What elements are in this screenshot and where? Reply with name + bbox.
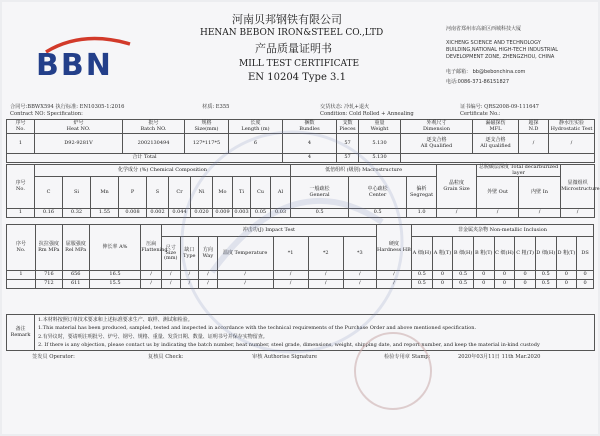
- chem-head: Mn: [91, 177, 119, 209]
- cell: /: [477, 209, 519, 218]
- cell: 0.03: [271, 209, 291, 218]
- cell: 0.002: [147, 209, 169, 218]
- auditor-label: 审核 Authorise Signature: [252, 354, 318, 360]
- decarb-head: 内壁 In: [519, 177, 561, 209]
- impact-head: *1: [273, 237, 308, 271]
- cell: /: [519, 134, 549, 154]
- hdr-dimension: 外观尺寸 Dimension: [401, 120, 473, 134]
- cell: /: [273, 271, 308, 280]
- cell: [7, 280, 36, 289]
- cell: 0.003: [233, 209, 251, 218]
- company-name-en: HENAN BEBON IRON&STEEL CO.,LTD: [200, 28, 384, 38]
- cell: 0.5: [411, 271, 432, 280]
- cell: /: [437, 209, 477, 218]
- cell: 0: [432, 271, 453, 280]
- hdr-batch: 批号 Batch NO.: [123, 120, 185, 134]
- contact-email: 电子邮箱： bb@bebonchina.com: [446, 69, 526, 75]
- cell: /: [549, 134, 595, 154]
- cert-title-cn: 产品质量证明书: [255, 42, 332, 55]
- delivery-info: 交货状态: 冷轧+退火: [320, 104, 370, 110]
- address-en-3: DEVELOPMENT ZONE, ZHENGZHOU, CHINA: [446, 54, 555, 60]
- micro-header: 显微组织 Microstructure: [561, 165, 595, 209]
- remark-line-3: 2.有异议时，要请明注明批号、炉号、钢号、规格、重量、发货日期、数量、证明书号并保存实物留查。: [38, 333, 268, 340]
- cell: 0: [556, 271, 577, 280]
- cell: 1: [7, 271, 36, 280]
- cell: 57: [337, 134, 359, 154]
- cell: /: [199, 271, 218, 280]
- cell: 0: [494, 280, 515, 289]
- hdr-weight: 重量 Weight: [359, 120, 401, 134]
- cell: /: [376, 280, 411, 289]
- cell: 5.130: [359, 134, 401, 154]
- cell: 0.009: [213, 209, 233, 218]
- chem-head: S: [147, 177, 169, 209]
- contact-phone: 电话:0086-371-86151827: [446, 79, 510, 85]
- cell: 0.05: [251, 209, 271, 218]
- grain-header: 晶粒度 Grain Size: [437, 165, 477, 209]
- cell: 712: [35, 280, 62, 289]
- chem-head: Mo: [213, 177, 233, 209]
- cell: 0.32: [63, 209, 91, 218]
- remark-line-1: 1.本材料按照订单技术要求和上述标准要求生产、取样、测试和检验。: [38, 316, 193, 323]
- inclusion-title: 非金属夹杂物 Non-metallic Inclusion: [411, 225, 593, 237]
- cell: /: [376, 271, 411, 280]
- cell: 1: [7, 209, 35, 218]
- cell: 1: [7, 134, 35, 154]
- macro-head: 一般疏松 General: [291, 177, 349, 209]
- cell: 4: [283, 134, 337, 154]
- cell: /: [217, 280, 273, 289]
- cert-no: 证书编号: QRS2008-09-111647: [460, 104, 539, 110]
- mech-no-header: 序号 No.: [7, 225, 36, 271]
- cell: 57: [337, 154, 359, 163]
- cell: 0.16: [35, 209, 63, 218]
- impact-head: 尺寸 Size (mm): [161, 237, 180, 271]
- cert-title-en: MILL TEST CERTIFICATE: [239, 59, 360, 69]
- incl-head: C 粗(T): [515, 237, 536, 271]
- cell: /: [561, 209, 595, 218]
- impact-head: *2: [308, 237, 343, 271]
- flatten-header: 压扁 Flattening: [141, 225, 162, 271]
- cell: 5.130: [359, 154, 401, 163]
- cell: 0.020: [191, 209, 213, 218]
- certificate-paper: [2, 2, 598, 434]
- watermark-logo-icon: [172, 122, 412, 362]
- chem-head: Cu: [251, 177, 271, 209]
- hardness-header: 硬度 Hardness HB: [376, 225, 411, 271]
- cell: /: [519, 209, 561, 218]
- remark-line-4: 2. If there is any objection, please contact us by indicating the batch number, heat number, steel grade, dimensions, weight, shipping date, and report number, and keep the material in-kind custody: [38, 342, 540, 348]
- cell: 0.5: [349, 209, 407, 218]
- hdr-length: 长度 Length (m): [229, 120, 283, 134]
- cell: 16.5: [89, 271, 141, 280]
- cell: 0: [494, 271, 515, 280]
- hdr-pieces: 支数 Pieces: [337, 120, 359, 134]
- hdr-heat: 炉号 Heat NO.: [35, 120, 123, 134]
- cell: 0: [556, 280, 577, 289]
- cell: /: [199, 280, 218, 289]
- cell: 0.5: [291, 209, 349, 218]
- cell: 0: [515, 271, 536, 280]
- issuer-label: 签发员 Operator:: [32, 354, 75, 360]
- cert-standard: EN 10204 Type 3.1: [248, 72, 346, 83]
- cell: 0: [473, 271, 494, 280]
- yield-header: 屈服强度 Rel MPa: [62, 225, 89, 271]
- impact-head: 方向 Way: [199, 237, 218, 271]
- incl-head: A 细(H): [411, 237, 432, 271]
- macro-head: 偏析 Segregat: [407, 177, 437, 209]
- incl-head: A 粗(T): [432, 237, 453, 271]
- cell: /: [308, 280, 343, 289]
- incl-head: B 粗(T): [473, 237, 494, 271]
- cell: 0.044: [169, 209, 191, 218]
- cell: 2002130494: [123, 134, 185, 154]
- address-cn: 河南省郑州市高新区西城科技大厦: [446, 26, 522, 32]
- hdr-nd: 超探 N.D: [519, 120, 549, 134]
- cell: /: [308, 271, 343, 280]
- delivery-info-en: Condition: Cold Rolled + Annealing: [320, 111, 414, 117]
- cell: 0.5: [453, 280, 474, 289]
- decarb-title: 总脱碳层深度 Total decarburized layer: [477, 165, 561, 177]
- cell: 4: [283, 154, 337, 163]
- address-en-1: XICHENG SCIENCE AND TECHNOLOGY: [446, 40, 541, 46]
- hdr-bundles: 捆数 Bundles: [283, 120, 337, 134]
- decarb-head: 外壁 Out: [477, 177, 519, 209]
- impact-title: 冲击功(J) Impact Test: [161, 225, 376, 237]
- chem-no-header: 序号 No.: [7, 165, 35, 209]
- macro-title: 低倍组织 (级别) Macrostructure: [291, 165, 437, 177]
- hdr-mfl: 漏磁探伤 MFL: [473, 120, 519, 134]
- cell: 0.5: [535, 271, 556, 280]
- chem-head: C: [35, 177, 63, 209]
- contract-info-en: Contract NO: Specification:: [10, 111, 83, 117]
- cell: /: [343, 280, 376, 289]
- hdr-no: 序号 No.: [7, 120, 35, 134]
- cell: /: [343, 271, 376, 280]
- cell: 1.0: [407, 209, 437, 218]
- total-label: 合计 Total: [7, 154, 283, 163]
- chem-head: Ti: [233, 177, 251, 209]
- incl-head: D 细(H): [535, 237, 556, 271]
- cell: 15.5: [89, 280, 141, 289]
- address-en-2: BUILDING,NATIONAL HIGH-TECH INDUSTRIAL: [446, 47, 559, 53]
- cell: /: [141, 271, 162, 280]
- incl-head: DS: [577, 237, 594, 271]
- reviewer-label: 复核员 Check:: [148, 354, 184, 360]
- cell: 0: [515, 280, 536, 289]
- cell: 611: [62, 280, 89, 289]
- elongation-header: 伸长率 A%: [89, 225, 141, 271]
- cell: 逐支合格 All qualified: [473, 134, 519, 154]
- cell: 127*117*5: [185, 134, 229, 154]
- cell: D92-9281V: [35, 134, 123, 154]
- quality-stamp-icon: [354, 332, 432, 410]
- impact-head: 温度 Temperature: [217, 237, 273, 271]
- issue-date: 2020年03月11日 11th Mar.2020: [458, 354, 541, 360]
- contract-info: 合同号:BBWX594 执行标准: EN10305-1:2016: [10, 104, 125, 110]
- chem-head: Si: [63, 177, 91, 209]
- chem-head: P: [119, 177, 147, 209]
- cell: 1.55: [91, 209, 119, 218]
- cell: 6: [229, 134, 283, 154]
- incl-head: C 细(H): [494, 237, 515, 271]
- grade-info: 材质: E355: [202, 104, 230, 110]
- chem-head: Cr: [169, 177, 191, 209]
- incl-head: D 粗(T): [556, 237, 577, 271]
- incl-head: B 细(H): [453, 237, 474, 271]
- macro-head: 中心疏松 Center: [349, 177, 407, 209]
- hdr-hydro: 静水压实验 Hydrostatic Test: [549, 120, 595, 134]
- cell: /: [161, 271, 180, 280]
- company-logo: [36, 34, 140, 82]
- cell: 0: [473, 280, 494, 289]
- stamp-label: 检验专用章 Stamp:: [384, 354, 431, 360]
- cell: /: [180, 280, 199, 289]
- cell: 0.5: [411, 280, 432, 289]
- cell: 0: [577, 271, 594, 280]
- cell: /: [273, 280, 308, 289]
- impact-head: *3: [343, 237, 376, 271]
- cell: /: [217, 271, 273, 280]
- remark-label: 备注 Remark: [7, 315, 35, 351]
- cell: 0.5: [453, 271, 474, 280]
- cell: 0.5: [535, 280, 556, 289]
- cell: /: [161, 280, 180, 289]
- cell: 逐支合格 All Qualified: [401, 134, 473, 154]
- hdr-size: 规格 Size(mm): [185, 120, 229, 134]
- cell: /: [141, 280, 162, 289]
- cell: [401, 154, 595, 163]
- tensile-header: 抗拉强度 Rm MPa: [35, 225, 62, 271]
- cell: 0: [432, 280, 453, 289]
- company-name-cn: 河南贝邦钢铁有限公司: [232, 13, 342, 26]
- chem-head: Ni: [191, 177, 213, 209]
- chem-title: 化学成分 (%) Chemical Composition: [35, 165, 291, 177]
- cell: /: [180, 271, 199, 280]
- chem-head: Al: [271, 177, 291, 209]
- cell: 0: [577, 280, 594, 289]
- cell: 0.008: [119, 209, 147, 218]
- cell: 656: [62, 271, 89, 280]
- impact-head: 缺口 Type: [180, 237, 199, 271]
- remark-line-2: 1.This material has been produced, sampled, tested and inspected in accordance with the technical requirements of the Purchase Order and above mentioned specification.: [38, 325, 477, 331]
- cert-no-en: Certificate No.:: [460, 111, 501, 117]
- cell: 716: [35, 271, 62, 280]
- logo-text: BBN: [36, 48, 113, 83]
